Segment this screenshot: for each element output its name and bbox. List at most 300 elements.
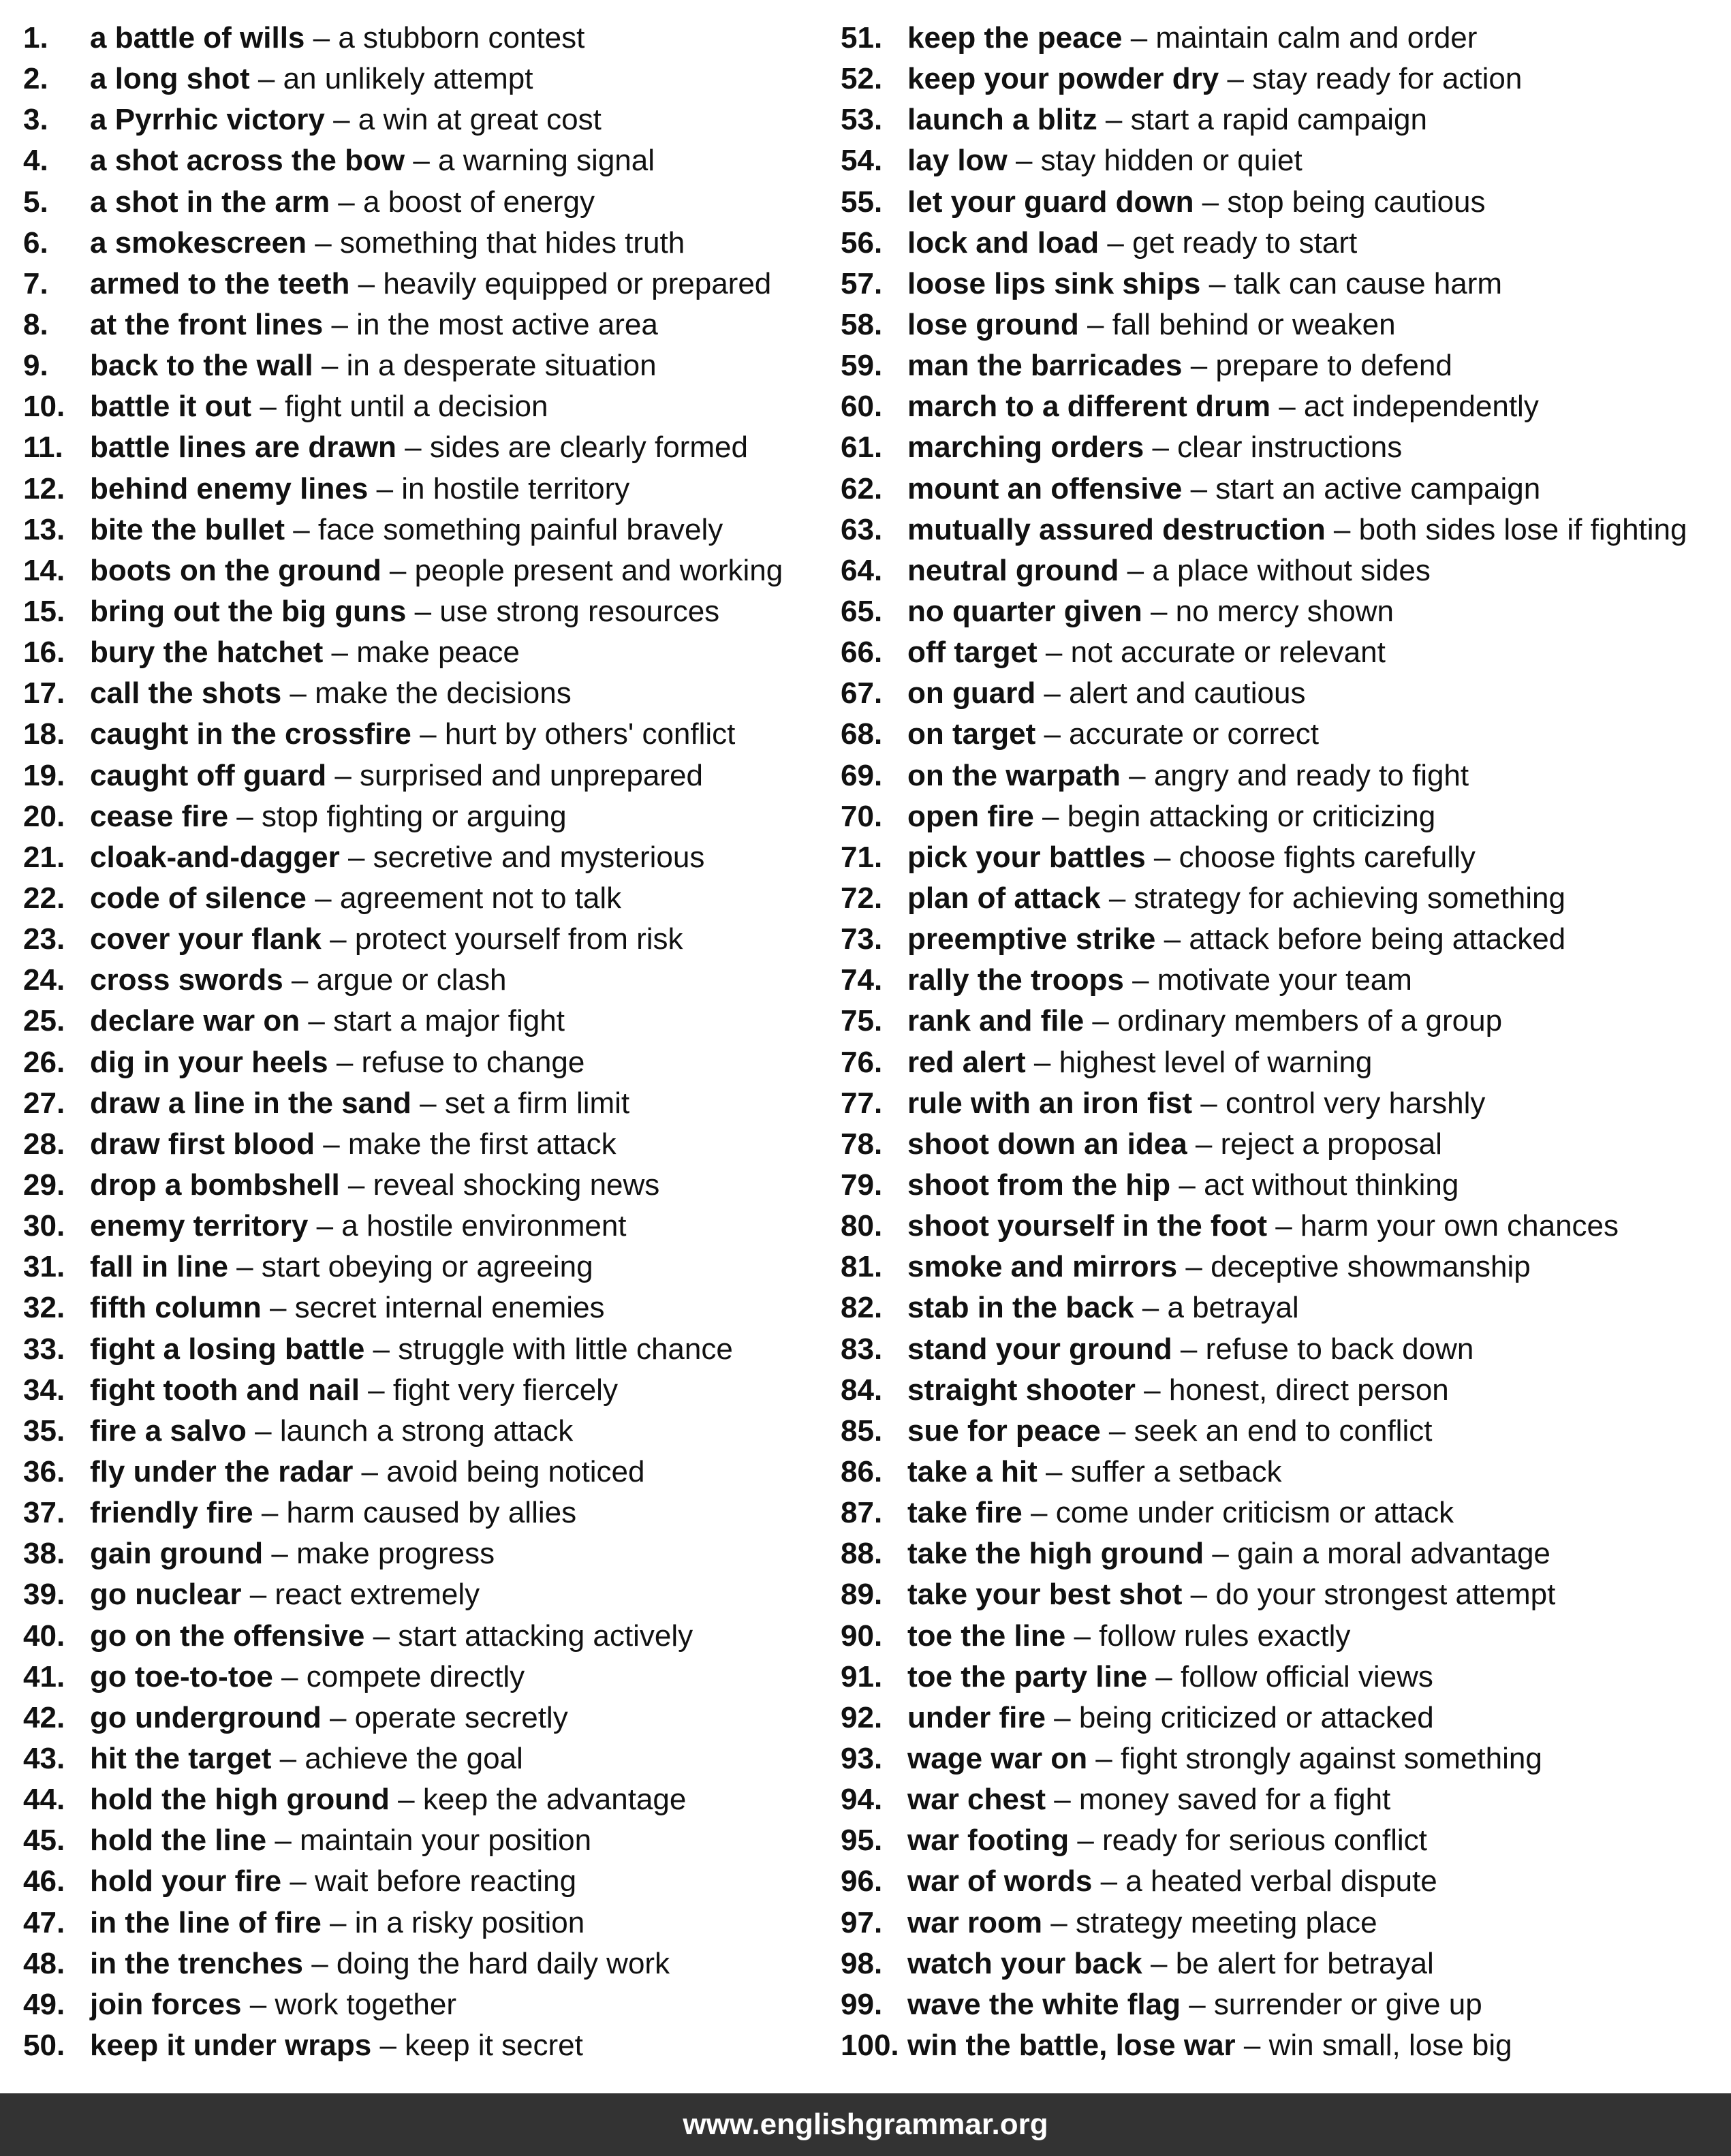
idiom-number: 96.: [841, 1864, 883, 1899]
idiom-separator: –: [241, 1987, 275, 2021]
idiom-text: [90, 841, 704, 875]
idiom-separator: –: [323, 636, 357, 670]
idiom-meaning: stop fighting or arguing: [261, 799, 567, 833]
idiom-text: [90, 1332, 733, 1366]
idiom-number: 49.: [23, 1987, 65, 2021]
idiom-list-item: [23, 960, 783, 1001]
idiom-meaning: being criticized or attacked: [1078, 1700, 1434, 1734]
idiom-text: [90, 267, 771, 301]
idiom-meaning: in a risky position: [354, 1905, 585, 1939]
idiom-text: [90, 103, 602, 137]
idiom-meaning: hurt by others' conflict: [444, 717, 736, 751]
idiom-text: [90, 1373, 618, 1407]
idiom-phrase: fire a salvo: [90, 1413, 247, 1448]
idiom-text: [90, 1168, 659, 1202]
idiom-separator: –: [1022, 1496, 1056, 1530]
idiom-list-item: [841, 1452, 1687, 1493]
idiom-meaning: agreement not to talk: [339, 881, 622, 916]
idiom-phrase: war of words: [907, 1864, 1093, 1899]
idiom-separator: –: [1182, 471, 1216, 505]
footer-bar: [0, 2093, 1731, 2156]
idiom-list-item: [23, 1738, 783, 1779]
idiom-separator: –: [1078, 308, 1112, 342]
idiom-meaning: doing the hard daily work: [336, 1946, 670, 1980]
idiom-phrase: take a hit: [907, 1454, 1038, 1488]
idiom-meaning: reject a proposal: [1220, 1127, 1442, 1161]
idiom-meaning: achieve the goal: [305, 1741, 523, 1775]
idiom-text: [907, 103, 1427, 137]
idiom-phrase: on target: [907, 717, 1036, 751]
idiom-list-item: [841, 1984, 1687, 2025]
idiom-text: [907, 472, 1540, 506]
idiom-phrase: launch a blitz: [907, 103, 1097, 137]
idiom-phrase: wave the white flag: [907, 1987, 1181, 2021]
idiom-list-item: [23, 1533, 783, 1574]
idiom-number: 14.: [23, 553, 65, 587]
idiom-list-item: [841, 1861, 1687, 1902]
idiom-phrase: mount an offensive: [907, 471, 1183, 505]
idiom-number: 45.: [23, 1824, 65, 1858]
idiom-text: [907, 185, 1486, 219]
idiom-phrase: plan of attack: [907, 881, 1101, 916]
idiom-text: [90, 1291, 605, 1325]
idiom-text: [907, 800, 1435, 834]
idiom-list-item: [23, 755, 783, 796]
idiom-list-item: [23, 796, 783, 837]
idiom-list-item: [841, 2025, 1687, 2066]
idiom-number: 7.: [23, 266, 48, 300]
idiom-text: [90, 717, 735, 751]
idiom-text: [90, 800, 567, 834]
idiom-number: 22.: [23, 881, 65, 916]
idiom-separator: –: [308, 1209, 342, 1243]
idiom-meaning: fall behind or weaken: [1112, 308, 1396, 342]
idiom-meaning: refuse to back down: [1205, 1332, 1474, 1366]
idiom-number: 46.: [23, 1864, 65, 1899]
idiom-number: 52.: [841, 62, 883, 96]
idiom-list-right-column: [841, 18, 1687, 2066]
idiom-number: 64.: [841, 553, 883, 587]
idiom-text: [907, 676, 1305, 710]
idiom-number: 68.: [841, 717, 883, 751]
idiom-list-item: [23, 1698, 783, 1738]
idiom-separator: –: [1170, 1168, 1204, 1202]
idiom-phrase: on guard: [907, 676, 1036, 710]
idiom-meaning: a stubborn contest: [338, 21, 585, 55]
idiom-number: 66.: [841, 636, 883, 670]
idiom-list-item: [23, 1411, 783, 1452]
idiom-number: 89.: [841, 1578, 883, 1612]
idiom-separator: –: [263, 1537, 297, 1571]
idiom-separator: –: [1069, 1824, 1103, 1858]
idiom-separator: –: [1100, 1413, 1134, 1448]
idiom-text: [90, 595, 719, 629]
idiom-separator: –: [406, 595, 440, 629]
idiom-list-item: [841, 1738, 1687, 1779]
idiom-meaning: make the decisions: [315, 676, 572, 710]
idiom-phrase: fifth column: [90, 1291, 262, 1325]
idiom-number: 73.: [841, 922, 883, 956]
idiom-separator: –: [1177, 1250, 1211, 1284]
idiom-separator: –: [305, 21, 339, 55]
idiom-separator: –: [1134, 1291, 1168, 1325]
idiom-text: [90, 1619, 693, 1653]
idiom-meaning: surprised and unprepared: [360, 758, 703, 792]
idiom-phrase: toe the line: [907, 1619, 1066, 1653]
idiom-number: 44.: [23, 1783, 65, 1817]
idiom-phrase: stand your ground: [907, 1332, 1172, 1366]
idiom-list-item: [841, 919, 1687, 960]
idiom-meaning: ready for serious conflict: [1102, 1824, 1427, 1858]
idiom-meaning: make progress: [296, 1537, 495, 1571]
idiom-phrase: battle lines are drawn: [90, 431, 396, 465]
idiom-phrase: smoke and mirrors: [907, 1250, 1178, 1284]
idiom-list-item: [841, 304, 1687, 345]
idiom-text: [907, 554, 1431, 588]
idiom-list-item: [841, 386, 1687, 427]
idiom-meaning: a heated verbal dispute: [1125, 1864, 1437, 1899]
idiom-text: [907, 1701, 1434, 1735]
idiom-meaning: highest level of warning: [1059, 1045, 1373, 1079]
idiom-number: 9.: [23, 349, 48, 383]
idiom-separator: –: [411, 717, 445, 751]
idiom-separator: –: [1180, 1987, 1214, 2021]
idiom-number: 53.: [841, 103, 883, 137]
idiom-meaning: do your strongest attempt: [1215, 1578, 1556, 1612]
idiom-phrase: armed to the teeth: [90, 266, 350, 300]
idiom-meaning: sides are clearly formed: [429, 431, 748, 465]
idiom-text: [907, 267, 1502, 301]
idiom-list-item: [23, 182, 783, 223]
idiom-number: 12.: [23, 471, 65, 505]
idiom-separator: –: [251, 390, 285, 424]
idiom-list-item: [23, 1574, 783, 1615]
idiom-list-item: [841, 1287, 1687, 1328]
idiom-list-item: [841, 1493, 1687, 1533]
idiom-text: [907, 1455, 1281, 1489]
idiom-phrase: war chest: [907, 1783, 1046, 1817]
idiom-text: [907, 963, 1412, 997]
idiom-separator: –: [228, 799, 262, 833]
idiom-list-item: [23, 878, 783, 919]
idiom-phrase: no quarter given: [907, 595, 1142, 629]
idiom-phrase: code of silence: [90, 881, 307, 916]
idiom-number: 29.: [23, 1168, 65, 1202]
idiom-meaning: a place without sides: [1152, 553, 1431, 587]
idiom-meaning: secretive and mysterious: [373, 840, 705, 874]
idiom-list-item: [23, 99, 783, 140]
idiom-meaning: attack before being attacked: [1189, 922, 1566, 956]
idiom-meaning: start a major fight: [333, 1004, 565, 1038]
idiom-list-item: [23, 1329, 783, 1370]
idiom-list-item: [23, 714, 783, 755]
idiom-separator: –: [1270, 390, 1304, 424]
idiom-list-item: [841, 960, 1687, 1001]
idiom-number: 50.: [23, 2028, 65, 2062]
idiom-number: 1.: [23, 21, 48, 55]
idiom-list-item: [841, 1902, 1687, 1943]
idiom-separator: –: [1065, 1619, 1100, 1653]
idiom-list-item: [841, 1165, 1687, 1206]
idiom-phrase: straight shooter: [907, 1373, 1136, 1407]
idiom-list-item: [841, 1820, 1687, 1861]
idiom-list-item: [23, 550, 783, 591]
idiom-list-item: [23, 632, 783, 673]
idiom-list-item: [23, 1779, 783, 1820]
idiom-separator: –: [321, 1700, 355, 1734]
idiom-meaning: gain a moral advantage: [1237, 1537, 1550, 1571]
idiom-text: [907, 431, 1402, 465]
idiom-text: [90, 1004, 565, 1038]
idiom-list-item: [841, 550, 1687, 591]
idiom-text: [907, 513, 1687, 547]
idiom-phrase: shoot yourself in the foot: [907, 1209, 1267, 1243]
idiom-phrase: fight a losing battle: [90, 1332, 365, 1366]
idiom-number: 48.: [23, 1946, 65, 1980]
idiom-meaning: keep the advantage: [422, 1783, 687, 1817]
idiom-number: 83.: [841, 1332, 883, 1366]
idiom-list-item: [23, 1902, 783, 1943]
idiom-separator: –: [321, 922, 355, 956]
idiom-text: [907, 144, 1303, 178]
idiom-list-item: [841, 673, 1687, 714]
idiom-phrase: a long shot: [90, 62, 250, 96]
idiom-text: [90, 922, 683, 956]
idiom-phrase: bring out the big guns: [90, 595, 407, 629]
idiom-list-item: [841, 99, 1687, 140]
idiom-list-item: [23, 264, 783, 304]
idiom-text: [90, 1209, 627, 1243]
idiom-number: 27.: [23, 1086, 65, 1120]
idiom-separator: –: [266, 1824, 300, 1858]
idiom-phrase: boots on the ground: [90, 553, 381, 587]
idiom-meaning: talk can cause harm: [1234, 266, 1503, 300]
idiom-phrase: march to a different drum: [907, 390, 1270, 424]
idiom-separator: –: [339, 1168, 373, 1202]
idiom-number: 32.: [23, 1291, 65, 1325]
idiom-separator: –: [1266, 1209, 1300, 1243]
idiom-phrase: win the battle, lose war: [907, 2028, 1236, 2062]
idiom-number: 19.: [23, 758, 65, 792]
idiom-separator: –: [1194, 185, 1228, 219]
idiom-phrase: keep the peace: [907, 21, 1123, 55]
idiom-number: 69.: [841, 758, 883, 792]
idiom-phrase: stab in the back: [907, 1291, 1134, 1325]
idiom-number: 18.: [23, 717, 65, 751]
idiom-text: [90, 1537, 495, 1571]
idiom-meaning: clear instructions: [1177, 431, 1403, 465]
idiom-separator: –: [1045, 1783, 1079, 1817]
idiom-list-item: [23, 1001, 783, 1042]
idiom-separator: –: [1142, 1946, 1176, 1980]
idiom-phrase: let your guard down: [907, 185, 1194, 219]
idiom-number: 94.: [841, 1783, 883, 1817]
idiom-list-item: [23, 2025, 783, 2066]
idiom-phrase: shoot down an idea: [907, 1127, 1187, 1161]
idiom-number: 43.: [23, 1741, 65, 1775]
idiom-text: [907, 881, 1565, 916]
idiom-text: [907, 595, 1394, 629]
idiom-text: [907, 1537, 1550, 1571]
idiom-text: [907, 1783, 1390, 1817]
idiom-text: [90, 963, 506, 997]
idiom-meaning: win small, lose big: [1268, 2028, 1512, 2062]
idiom-meaning: maintain your position: [300, 1824, 592, 1858]
idiom-meaning: operate secretly: [354, 1700, 568, 1734]
idiom-number: 79.: [841, 1168, 883, 1202]
idiom-number: 15.: [23, 595, 65, 629]
idiom-list-item: [841, 1370, 1687, 1411]
idiom-phrase: draw a line in the sand: [90, 1086, 411, 1120]
idiom-number: 91.: [841, 1659, 883, 1693]
idiom-separator: –: [1144, 431, 1178, 465]
idiom-separator: –: [411, 1086, 445, 1120]
idiom-number: 20.: [23, 799, 65, 833]
idiom-meaning: accurate or correct: [1069, 717, 1319, 751]
idiom-separator: –: [228, 1250, 262, 1284]
idiom-separator: –: [326, 758, 360, 792]
idiom-number: 47.: [23, 1905, 65, 1939]
idiom-phrase: lock and load: [907, 225, 1100, 260]
idiom-phrase: wage war on: [907, 1741, 1088, 1775]
idiom-phrase: go nuclear: [90, 1578, 242, 1612]
idiom-number: 37.: [23, 1496, 65, 1530]
idiom-number: 75.: [841, 1004, 883, 1038]
idiom-text: [90, 1127, 617, 1161]
idiom-list-item: [23, 386, 783, 427]
idiom-phrase: sue for peace: [907, 1413, 1101, 1448]
idiom-number: 5.: [23, 185, 48, 219]
idiom-phrase: mutually assured destruction: [907, 512, 1326, 546]
idiom-number: 35.: [23, 1413, 65, 1448]
idiom-number: 60.: [841, 390, 883, 424]
idiom-meaning: stay ready for action: [1252, 62, 1523, 96]
idiom-meaning: compete directly: [306, 1659, 525, 1693]
idiom-number: 25.: [23, 1004, 65, 1038]
idiom-text: [907, 1291, 1299, 1325]
idiom-meaning: struggle with little chance: [398, 1332, 733, 1366]
idiom-list-item: [841, 1615, 1687, 1656]
idiom-separator: –: [1099, 225, 1133, 260]
idiom-phrase: dig in your heels: [90, 1045, 328, 1079]
idiom-meaning: fight very fiercely: [392, 1373, 618, 1407]
idiom-meaning: in hostile territory: [401, 471, 630, 505]
idiom-meaning: act independently: [1303, 390, 1539, 424]
idiom-text: [90, 1455, 644, 1489]
idiom-meaning: argue or clash: [316, 963, 507, 997]
idiom-separator: –: [339, 840, 373, 874]
idiom-separator: –: [246, 1413, 280, 1448]
idiom-list-item: [23, 345, 783, 386]
idiom-separator: –: [1084, 1004, 1118, 1038]
idiom-number: 92.: [841, 1700, 883, 1734]
idiom-text: [90, 226, 685, 260]
idiom-number: 93.: [841, 1741, 883, 1775]
idiom-list-item: [23, 1124, 783, 1165]
idiom-phrase: war room: [907, 1905, 1043, 1939]
idiom-meaning: get ready to start: [1132, 225, 1358, 260]
idiom-meaning: stay hidden or quiet: [1040, 144, 1303, 178]
idiom-phrase: go underground: [90, 1700, 322, 1734]
idiom-separator: –: [1219, 62, 1253, 96]
idiom-text: [907, 1250, 1531, 1284]
idiom-separator: –: [1187, 1127, 1221, 1161]
idiom-phrase: off target: [907, 636, 1038, 670]
idiom-number: 41.: [23, 1659, 65, 1693]
idiom-meaning: follow official views: [1181, 1659, 1433, 1693]
idiom-separator: –: [1100, 881, 1134, 916]
idiom-list-item: [841, 264, 1687, 304]
idiom-phrase: gain ground: [90, 1537, 264, 1571]
idiom-separator: –: [315, 1127, 348, 1161]
idiom-list-item: [23, 427, 783, 468]
idiom-phrase: rank and file: [907, 1004, 1085, 1038]
idiom-text: [90, 1742, 523, 1776]
idiom-list-item: [841, 1574, 1687, 1615]
idiom-list-item: [841, 878, 1687, 919]
idiom-meaning: wait before reacting: [315, 1864, 577, 1899]
idiom-number: 57.: [841, 266, 883, 300]
idiom-separator: –: [1120, 758, 1154, 792]
idiom-list-item: [23, 1370, 783, 1411]
idiom-text: [90, 2029, 583, 2063]
idiom-separator: –: [307, 225, 340, 260]
idiom-meaning: stop being cautious: [1227, 185, 1486, 219]
idiom-meaning: set a firm limit: [444, 1086, 630, 1120]
idiom-phrase: on the warpath: [907, 758, 1121, 792]
idiom-text: [907, 1496, 1454, 1530]
idiom-separator: –: [328, 1045, 362, 1079]
idiom-text: [90, 1578, 480, 1612]
idiom-number: 72.: [841, 881, 883, 916]
idiom-meaning: react extremely: [275, 1578, 480, 1612]
idiom-text: [90, 676, 572, 710]
idiom-text: [907, 2029, 1512, 2063]
idiom-separator: –: [253, 1496, 287, 1530]
idiom-separator: –: [353, 1454, 387, 1488]
idiom-meaning: control very harshly: [1225, 1086, 1486, 1120]
idiom-number: 88.: [841, 1537, 883, 1571]
idiom-separator: –: [302, 1946, 337, 1980]
idiom-text: [90, 1988, 456, 2022]
idiom-meaning: ordinary members of a group: [1117, 1004, 1503, 1038]
idiom-phrase: a shot across the bow: [90, 144, 405, 178]
idiom-meaning: deceptive showmanship: [1211, 1250, 1531, 1284]
idiom-phrase: behind enemy lines: [90, 471, 369, 505]
idiom-phrase: take the high ground: [907, 1537, 1204, 1571]
idiom-text: [90, 472, 629, 506]
idiom-number: 85.: [841, 1413, 883, 1448]
idiom-list-item: [841, 1943, 1687, 1984]
idiom-meaning: strategy meeting place: [1075, 1905, 1377, 1939]
idiom-text: [90, 1046, 584, 1080]
idiom-list-item: [841, 1329, 1687, 1370]
idiom-text: [90, 554, 783, 588]
idiom-number: 95.: [841, 1824, 883, 1858]
idiom-list-item: [23, 1820, 783, 1861]
idiom-separator: –: [1122, 21, 1156, 55]
idiom-meaning: alert and cautious: [1069, 676, 1306, 710]
idiom-list-item: [841, 1206, 1687, 1247]
idiom-list-item: [841, 1533, 1687, 1574]
idiom-meaning: follow rules exactly: [1099, 1619, 1351, 1653]
idiom-number: 21.: [23, 840, 65, 874]
idiom-text: [90, 431, 748, 465]
idiom-text: [907, 1004, 1502, 1038]
idiom-text: [90, 1824, 591, 1858]
idiom-text: [90, 1947, 670, 1981]
idiom-text: [90, 1701, 568, 1735]
